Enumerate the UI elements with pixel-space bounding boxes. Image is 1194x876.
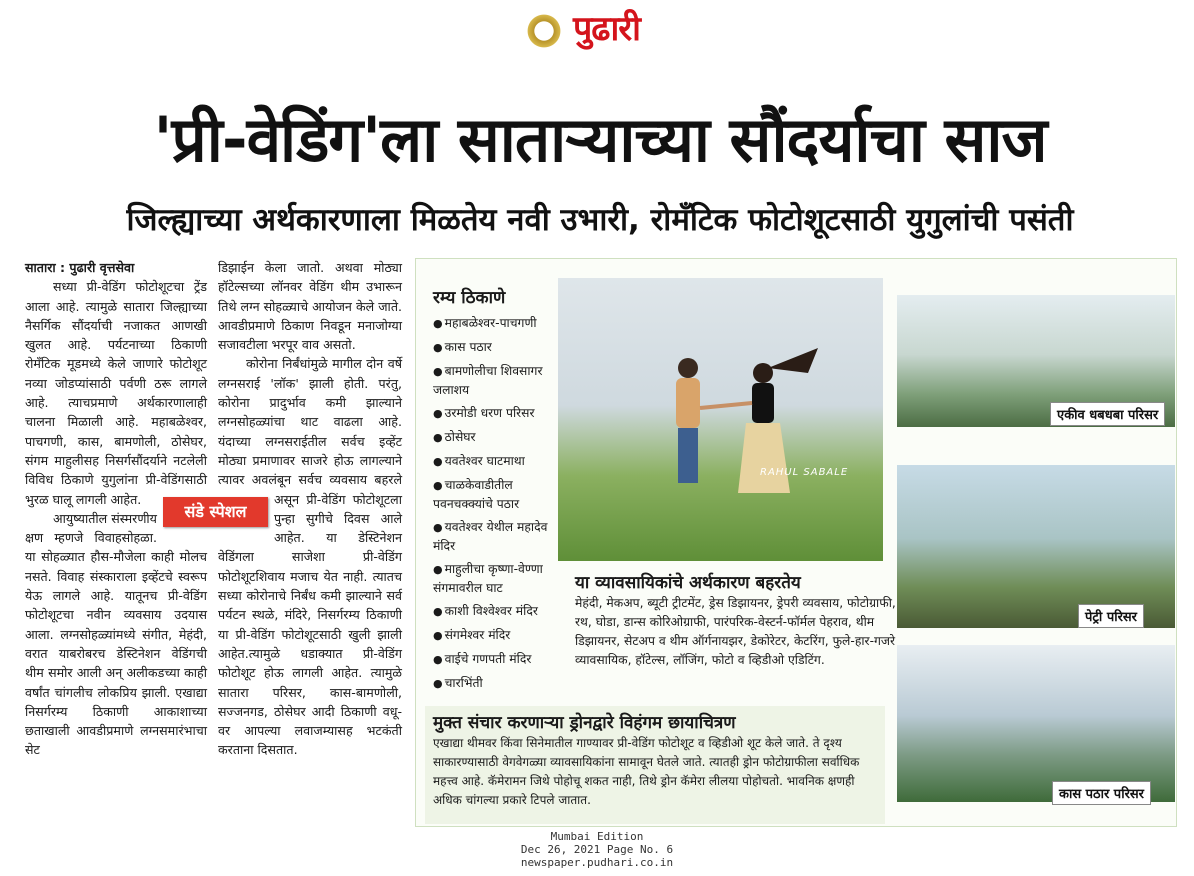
- headline: 'प्री-वेडिंग'ला साताऱ्याच्या सौंदर्याचा साज: [153, 103, 1047, 176]
- masthead-logo: [525, 8, 685, 54]
- date-page: Dec 26, 2021 Page No. 6: [520, 843, 674, 856]
- drone-text: एखाद्या थीमवर किंवा सिनेमातील गाण्यावर प्री-वेडिंग फोटोशूट व व्हिडीओ शूट केले जाते. ते दृश्य साकारण्यासाठी वेगवेगळ्या व्यावसायिकांना सामावून घेतले जाते. त्यातही ड्रोन फोटोग्राफीला सर्वाधिक महत्त्व आहे. कॅमेरामन जिथे पोहोचू शकत नाही, तिथे ड्रोन कॅमेरा लीलया पोहोचतो. भावनिक क्षणही अधिक चांगल्या प्रकारे टिपले जातात.: [433, 736, 860, 807]
- couple-illustration: [558, 278, 883, 561]
- economy-section: [575, 572, 905, 670]
- place-item: ● चाळकेवाडीतील पवनचक्क्यांचे पठार: [433, 476, 565, 513]
- paragraph: डिझाईन केला जातो. अथवा मोठ्या हॉटेल्सच्या लॉनवर वेडिंग थीम उभारून तिथे लग्न सोहळ्याचे आयोजन केले जाते. आवडीप्रमाणे ठिकाण निवडून मनाजोग्या सजावटीला भरपूर वाव असतो.: [218, 260, 402, 353]
- economy-title: या व्यावसायिकांचे अर्थकारण बहरतेय: [575, 573, 801, 593]
- place-item: ● यवतेश्वर घाटमाथा: [433, 452, 565, 471]
- edition-name: Mumbai Edition: [550, 830, 644, 843]
- edition-footer: [430, 830, 764, 869]
- place-item: ● वाईचे गणपती मंदिर: [433, 650, 565, 669]
- place-item: ● उरमोडी धरण परिसर: [433, 404, 565, 423]
- photo-caption: पेट्री परिसर: [1078, 604, 1144, 628]
- place-item: ● बामणोलीचा शिवसागर जलाशय: [433, 362, 565, 399]
- paragraph: आयुष्यातील संस्मरणीय क्षण म्हणजे विवाहसोहळा. या सोहळ्यात हौस-मौजेला काही मोलच नसते. विवाह संस्काराला इव्हेंटचे स्वरूप येऊ लागले आहे. यातूनच प्री-वेडिंग फोटोशूटचा नवीन व्यवसाय उदयास आला. लग्नसोहळ्यांमध्ये संगीत, मेहंदी, वरात याबरोबरच डेस्टिनेशन वेडिंगची थीम समोर आली अन् अलीकडच्या काही वर्षांत चांगलीच लोकप्रिय झाली. एखाद्या निसर्गरम्य ठिकाणी आकाशाच्या छताखाली आवडीप्रमाणे लग्नसमारंभाचा सेट: [25, 510, 207, 758]
- photo-kas-plateau: [897, 645, 1175, 802]
- paragraph: कोरोना निर्बंधांमुळे मागील दोन वर्षे लग्नसराई 'लॉक' झाली होती. परंतु, कोरोना प्रादुर्भाव कमी झाल्याने लग्नसोहळ्यांचा थाट वाढला आहे. यंदाच्या लग्नसराईतील सर्वच इव्हेंट मोठ्या प्रमाणावर साजरे होऊ लागल्याने त्यावर अवलंबून सर्वच व्यवसाय बहरले असून प्री-वेडिंग फोटोशूटला पुन्हा सुगीचे दिवस आले आहेत. या डेस्टिनेशन वेडिंगला साजेशा प्री-वेडिंग फोटोशूटशिवाय मजाच येत नाही. त्यातच सध्या कोरोनाचे निर्बंध कमी झाल्याने सर्व पर्यटन स्थळे, मंदिरे, निसर्गरम्य ठिकाणी या प्री-वेडिंग फोटोशूटसाठी खुली झाली आहेत.त्यामुळे धडाक्यात प्री-वेडिंग फोटोशूट होऊ लागली आहेत. त्यामुळे सातारा परिसर, कास-बामणोली, सज्जनगड, ठोसेघर आदी ठिकाणी वधू-वर आपल्या लवाजम्यासह भटकंती करताना दिसतात.: [218, 356, 402, 758]
- drone-title: मुक्त संचार करणाऱ्या ड्रोनद्वारे विहंगम छायाचित्रण: [433, 713, 736, 733]
- paragraph: सध्या प्री-वेडिंग फोटोशूटचा ट्रेंड आला आहे. त्यामुळे सातारा जिल्ह्याच्या नैसर्गिक सौंदर्याची नजाकत आणखी खुलत आहे. पर्यटनाच्या ठिकाणी रोमँटिक मूडमध्ये केले जाणारे फोटोशूट नव्या जोडप्यांसाठी पर्वणी ठरू लागले आहे. त्याचप्रमाणे अर्थकारणालाही चालना मिळाली आहे. महाबळेश्वर, पाचगणी, कास, बामणोली, ठोसेघर, संगम माहुलीसह निसर्गसौंदर्याने नटलेली विविध ठिकाणे युगुलांना प्री-वेडिंगसाठी भुरळ घालू लागली आहेत.: [25, 279, 207, 507]
- economy-text: मेहंदी, मेकअप, ब्यूटी ट्रीटमेंट, ड्रेस डिझायनर, ड्रेपरी व्यवसाय, फोटोग्राफी, रथ, घोडा, डान्स कोरिओग्राफी, पारंपरिक-वेस्टर्न-फॉर्मल पेहराव, थीम डिझायनर, सेटअप व थीम ऑर्गनायझर, डेकोरेटर, केटरिंग, फुले-हार-गजरे व्यावसायिक, हॉटेल्स, लॉजिंग, फोटो व व्हिडीओ एडिटिंग.: [575, 596, 896, 667]
- main-couple-photo: [558, 278, 883, 561]
- place-item: ● संगमेश्वर मंदिर: [433, 626, 565, 645]
- emblem-icon: [525, 12, 563, 50]
- place-item: ● यवतेश्वर येथील महादेव मंदिर: [433, 518, 565, 555]
- place-item: ● काशी विश्वेश्वर मंदिर: [433, 602, 565, 621]
- masthead-name: पुढारी: [573, 9, 640, 49]
- sunday-special-badge: संडे स्पेशल: [163, 497, 268, 527]
- place-item: ● माहुलीचा कृष्णा-वेण्णा संगमावरील घाट: [433, 560, 565, 597]
- places-title: रम्य ठिकाणे: [433, 288, 506, 308]
- dateline: सातारा : पुढारी वृत्तसेवा: [25, 260, 135, 275]
- photo-credit: RAHUL SABALE: [760, 467, 849, 478]
- photo-caption: एकीव धबधबा परिसर: [1050, 402, 1165, 426]
- place-item: ● कास पठार: [433, 338, 565, 357]
- photo-caption: कास पठार परिसर: [1052, 781, 1151, 805]
- place-item: ● महाबळेश्वर-पाचगणी: [433, 314, 565, 333]
- site-url[interactable]: newspaper.pudhari.co.in: [520, 856, 674, 869]
- places-list: [433, 285, 565, 698]
- subheadline: जिल्ह्याच्या अर्थकारणाला मिळतेय नवी उभारी, रोमँटिक फोटोशूटसाठी युगुलांची पसंती: [126, 202, 1074, 238]
- place-item: ● चारभिंती: [433, 674, 565, 693]
- drone-section: [425, 706, 885, 824]
- place-item: ● ठोसेघर: [433, 428, 565, 447]
